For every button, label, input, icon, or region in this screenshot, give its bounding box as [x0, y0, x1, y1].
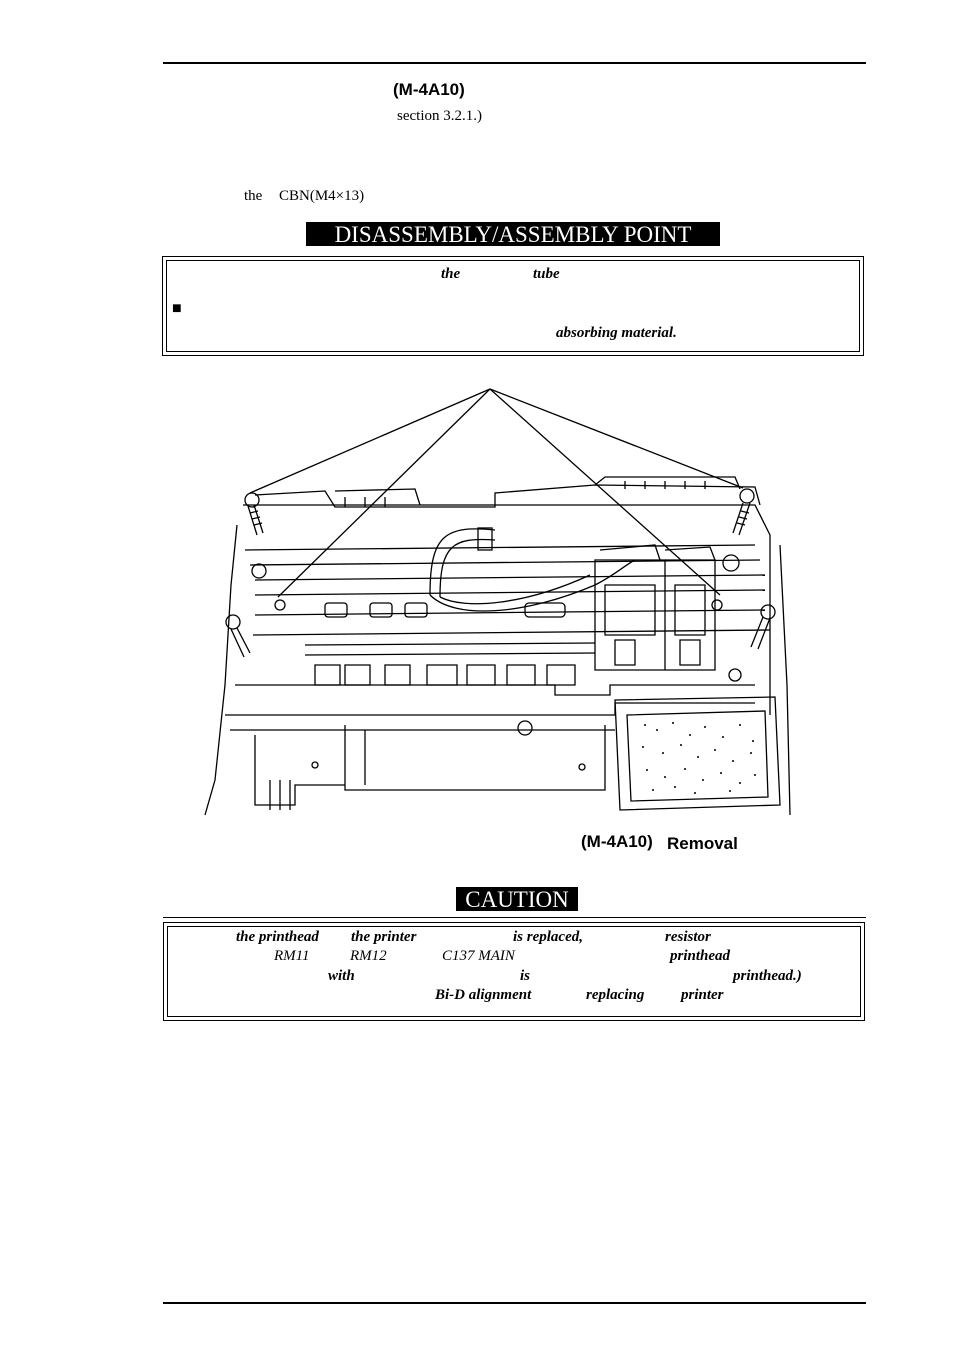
printer-mechanism-figure — [195, 385, 795, 825]
part-code: (M-4A10) — [393, 80, 465, 99]
figure-caption-code: (M-4A10) — [581, 832, 653, 851]
caution-l2-b: RM12 — [350, 948, 387, 964]
figure-caption-removal: Removal — [667, 834, 738, 853]
caution-l1-d: resistor — [665, 929, 711, 945]
point-word-tube: tube — [533, 266, 560, 282]
caution-l3-b: is — [520, 968, 531, 984]
point-word-the: the — [441, 266, 461, 282]
point-phrase: absorbing material. — [556, 325, 677, 341]
caution-l4-c: printer — [681, 987, 724, 1003]
screw-right — [751, 605, 775, 649]
step-word-the: the — [244, 188, 263, 204]
roller-row — [305, 643, 595, 685]
caution-l2-a: RM11 — [274, 948, 310, 964]
top-rule — [163, 62, 866, 64]
point-bullet: ■ — [172, 300, 182, 317]
caution-l2-c: C137 MAIN — [442, 948, 515, 964]
caution-l2-d: printhead — [670, 948, 731, 964]
screw-top-right — [733, 489, 754, 535]
screw-top-left — [245, 493, 263, 535]
caution-l1-a: the printhead — [236, 929, 319, 945]
caution-l1-c: is replaced, — [513, 929, 583, 945]
step-screw: CBN(M4×13) — [279, 188, 365, 204]
screw-left — [226, 615, 250, 657]
caution-l3-c: printhead.) — [733, 968, 802, 984]
section-ref: section 3.2.1.) — [397, 108, 482, 124]
caution-banner: CAUTION — [456, 887, 578, 911]
caution-l3-a: with — [328, 968, 355, 984]
caution-l4-b: replacing — [586, 987, 645, 1003]
disassembly-banner: DISASSEMBLY/ASSEMBLY POINT — [306, 222, 720, 246]
bottom-rule — [163, 1302, 866, 1304]
caution-l4-a: Bi-D alignment — [435, 987, 532, 1003]
caution-rule-top — [163, 917, 866, 918]
caution-l1-b: the printer — [351, 929, 417, 945]
point-box-inner — [166, 260, 860, 352]
